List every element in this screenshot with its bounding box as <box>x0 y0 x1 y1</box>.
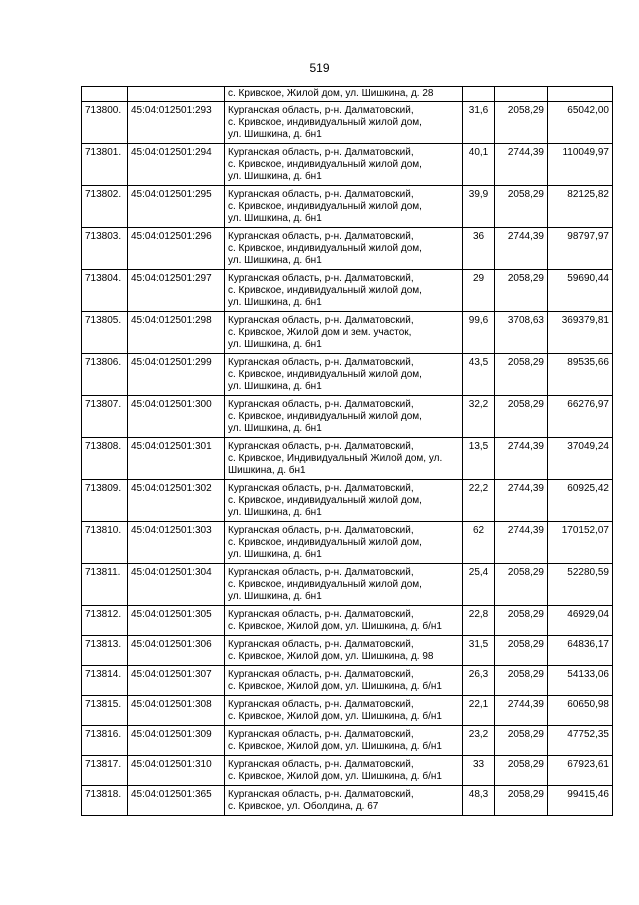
address-line: Курганская область, р-н. Далматовский, <box>228 441 414 452</box>
cadastral-value: 60650,98 <box>548 696 613 726</box>
address-line: Курганская область, р-н. Далматовский, <box>228 315 414 326</box>
area-value: 25,4 <box>463 564 495 606</box>
address-line: Курганская область, р-н. Далматовский, <box>228 525 414 536</box>
cadastral-number: 45:04:012501:304 <box>128 564 225 606</box>
area-value: 99,6 <box>463 312 495 354</box>
table-row <box>82 354 613 396</box>
address-cell <box>225 312 463 354</box>
rate-value: 2058,29 <box>495 564 548 606</box>
cadastral-value: 89535,66 <box>548 354 613 396</box>
address-line: с. Кривское, индивидуальный жилой дом, <box>228 369 422 380</box>
rate-value: 2744,39 <box>495 438 548 480</box>
cadastral-number: 45:04:012501:305 <box>128 606 225 636</box>
cadastral-number: 45:04:012501:365 <box>128 786 225 816</box>
address-cell <box>225 666 463 696</box>
address-cell <box>225 438 463 480</box>
record-number: 713816. <box>82 726 128 756</box>
table-row <box>82 312 613 354</box>
address-line: Курганская область, р-н. Далматовский, <box>228 669 414 680</box>
area-value: 31,6 <box>463 102 495 144</box>
address-line: Курганская область, р-н. Далматовский, <box>228 789 414 800</box>
address-cell <box>225 696 463 726</box>
cadastral-value: 369379,81 <box>548 312 613 354</box>
cadastral-value: 60925,42 <box>548 480 613 522</box>
rate-value: 3708,63 <box>495 312 548 354</box>
address-line: с. Кривское, Жилой дом, ул. Шишкина, д. б/н1 <box>228 681 442 692</box>
continuation-address-cell <box>225 87 463 102</box>
area-value: 13,5 <box>463 438 495 480</box>
address-line: Курганская область, р-н. Далматовский, <box>228 357 414 368</box>
address-line: с. Кривское, Жилой дом, ул. Шишкина, д. 98 <box>228 651 434 662</box>
rate-value: 2058,29 <box>495 606 548 636</box>
area-value: 31,5 <box>463 636 495 666</box>
address-line: ул. Шишкина, д. бн1 <box>228 423 322 434</box>
address-cell <box>225 270 463 312</box>
address-cell <box>225 564 463 606</box>
address-line: ул. Шишкина, д. бн1 <box>228 171 322 182</box>
address-line: ул. Шишкина, д. бн1 <box>228 297 322 308</box>
rate-value: 2058,29 <box>495 186 548 228</box>
rate-value: 2744,39 <box>495 228 548 270</box>
table-row <box>82 636 613 666</box>
address-line: с. Кривское, индивидуальный жилой дом, <box>228 159 422 170</box>
cadastral-value: 67923,61 <box>548 756 613 786</box>
cadastral-number: 45:04:012501:302 <box>128 480 225 522</box>
cadastral-value: 47752,35 <box>548 726 613 756</box>
address-cell <box>225 786 463 816</box>
table-row <box>82 756 613 786</box>
cadastral-number: 45:04:012501:310 <box>128 756 225 786</box>
cadastral-number: 45:04:012501:298 <box>128 312 225 354</box>
cadastral-value: 37049,24 <box>548 438 613 480</box>
continuation-area-cell <box>463 87 495 102</box>
address-line: Курганская область, р-н. Далматовский, <box>228 147 414 158</box>
cadastral-number: 45:04:012501:300 <box>128 396 225 438</box>
table-row <box>82 396 613 438</box>
rate-value: 2058,29 <box>495 354 548 396</box>
rate-value: 2058,29 <box>495 786 548 816</box>
address-line: с. Кривское, ул. Оболдина, д. 67 <box>228 801 379 812</box>
cadastral-number: 45:04:012501:307 <box>128 666 225 696</box>
address-line: Курганская область, р-н. Далматовский, <box>228 231 414 242</box>
area-value: 43,5 <box>463 354 495 396</box>
address-line: ул. Шишкина, д. бн1 <box>228 381 322 392</box>
address-cell <box>225 636 463 666</box>
address-line: с. Кривское, Жилой дом, ул. Шишкина, д. б/н1 <box>228 741 442 752</box>
address-line: с. Кривское, индивидуальный жилой дом, <box>228 579 422 590</box>
cadastral-number: 45:04:012501:306 <box>128 636 225 666</box>
area-value: 39,9 <box>463 186 495 228</box>
address-line: Курганская область, р-н. Далматовский, <box>228 729 414 740</box>
continuation-num-cell <box>82 87 128 102</box>
cadastral-value: 170152,07 <box>548 522 613 564</box>
address-line: с. Кривское, индивидуальный жилой дом, <box>228 201 422 212</box>
table-row <box>82 102 613 144</box>
address-line: с. Кривское, индивидуальный жилой дом, <box>228 243 422 254</box>
area-value: 26,3 <box>463 666 495 696</box>
cadastral-number: 45:04:012501:296 <box>128 228 225 270</box>
address-cell <box>225 354 463 396</box>
record-number: 713805. <box>82 312 128 354</box>
cadastral-value: 59690,44 <box>548 270 613 312</box>
address-line: с. Кривское, индивидуальный жилой дом, <box>228 285 422 296</box>
address-line: с. Кривское, Жилой дом и зем. участок, <box>228 327 412 338</box>
address-line: ул. Шишкина, д. бн1 <box>228 591 322 602</box>
address-cell <box>225 756 463 786</box>
address-cell <box>225 480 463 522</box>
cadastral-number: 45:04:012501:301 <box>128 438 225 480</box>
address-line: с. Кривское, Жилой дом, ул. Шишкина, д. 28 <box>228 88 434 99</box>
registry-table <box>81 86 613 816</box>
rate-value: 2058,29 <box>495 756 548 786</box>
cadastral-number: 45:04:012501:297 <box>128 270 225 312</box>
address-line: Курганская область, р-н. Далматовский, <box>228 759 414 770</box>
cadastral-value: 99415,46 <box>548 786 613 816</box>
page-number: 519 <box>309 61 330 75</box>
registry-body <box>82 87 613 816</box>
address-line: ул. Шишкина, д. бн1 <box>228 549 322 560</box>
rate-value: 2058,29 <box>495 726 548 756</box>
record-number: 713804. <box>82 270 128 312</box>
area-value: 33 <box>463 756 495 786</box>
cadastral-value: 64836,17 <box>548 636 613 666</box>
record-number: 713814. <box>82 666 128 696</box>
record-number: 713803. <box>82 228 128 270</box>
table-row <box>82 696 613 726</box>
cadastral-value: 46929,04 <box>548 606 613 636</box>
address-line: Курганская область, р-н. Далматовский, <box>228 273 414 284</box>
rate-value: 2058,29 <box>495 102 548 144</box>
cadastral-number: 45:04:012501:295 <box>128 186 225 228</box>
rate-value: 2744,39 <box>495 696 548 726</box>
table-row <box>82 726 613 756</box>
area-value: 40,1 <box>463 144 495 186</box>
rate-value: 2058,29 <box>495 270 548 312</box>
record-number: 713811. <box>82 564 128 606</box>
cadastral-value: 66276,97 <box>548 396 613 438</box>
continuation-row <box>82 87 613 102</box>
table-row <box>82 186 613 228</box>
area-value: 32,2 <box>463 396 495 438</box>
address-line: Шишкина, д. бн1 <box>228 465 306 476</box>
address-line: Курганская область, р-н. Далматовский, <box>228 699 414 710</box>
area-value: 29 <box>463 270 495 312</box>
area-value: 62 <box>463 522 495 564</box>
continuation-cad-cell <box>128 87 225 102</box>
record-number: 713801. <box>82 144 128 186</box>
rate-value: 2058,29 <box>495 636 548 666</box>
cadastral-value: 110049,97 <box>548 144 613 186</box>
address-line: Курганская область, р-н. Далматовский, <box>228 483 414 494</box>
record-number: 713812. <box>82 606 128 636</box>
table-row <box>82 522 613 564</box>
address-line: Курганская область, р-н. Далматовский, <box>228 609 414 620</box>
table-row <box>82 438 613 480</box>
address-line: ул. Шишкина, д. бн1 <box>228 213 322 224</box>
address-cell <box>225 396 463 438</box>
table-row <box>82 144 613 186</box>
rate-value: 2744,39 <box>495 144 548 186</box>
address-cell <box>225 522 463 564</box>
record-number: 713810. <box>82 522 128 564</box>
continuation-rate-cell <box>495 87 548 102</box>
record-number: 713813. <box>82 636 128 666</box>
address-cell <box>225 228 463 270</box>
address-line: ул. Шишкина, д. бн1 <box>228 129 322 140</box>
table-row <box>82 666 613 696</box>
address-cell <box>225 144 463 186</box>
record-number: 713800. <box>82 102 128 144</box>
record-number: 713806. <box>82 354 128 396</box>
cadastral-number: 45:04:012501:308 <box>128 696 225 726</box>
cadastral-number: 45:04:012501:309 <box>128 726 225 756</box>
address-line: с. Кривское, Жилой дом, ул. Шишкина, д. б/н1 <box>228 771 442 782</box>
area-value: 22,2 <box>463 480 495 522</box>
cadastral-value: 82125,82 <box>548 186 613 228</box>
address-cell <box>225 606 463 636</box>
record-number: 713802. <box>82 186 128 228</box>
address-line: с. Кривское, индивидуальный жилой дом, <box>228 495 422 506</box>
record-number: 713815. <box>82 696 128 726</box>
rate-value: 2058,29 <box>495 396 548 438</box>
rate-value: 2744,39 <box>495 522 548 564</box>
cadastral-number: 45:04:012501:303 <box>128 522 225 564</box>
cadastral-value: 98797,97 <box>548 228 613 270</box>
record-number: 713809. <box>82 480 128 522</box>
cadastral-number: 45:04:012501:294 <box>128 144 225 186</box>
address-cell <box>225 726 463 756</box>
address-line: с. Кривское, Жилой дом, ул. Шишкина, д. б/н1 <box>228 711 442 722</box>
table-row <box>82 480 613 522</box>
address-line: с. Кривское, индивидуальный жилой дом, <box>228 117 422 128</box>
address-line: с. Кривское, индивидуальный жилой дом, <box>228 411 422 422</box>
rate-value: 2058,29 <box>495 666 548 696</box>
rate-value: 2744,39 <box>495 480 548 522</box>
area-value: 36 <box>463 228 495 270</box>
cadastral-value: 65042,00 <box>548 102 613 144</box>
table-row <box>82 270 613 312</box>
address-line: ул. Шишкина, д. бн1 <box>228 339 322 350</box>
address-line: Курганская область, р-н. Далматовский, <box>228 105 414 116</box>
record-number: 713808. <box>82 438 128 480</box>
cadastral-value: 52280,59 <box>548 564 613 606</box>
address-line: с. Кривское, Жилой дом, ул. Шишкина, д. б/н1 <box>228 621 442 632</box>
area-value: 22,1 <box>463 696 495 726</box>
address-line: Курганская область, р-н. Далматовский, <box>228 399 414 410</box>
address-line: Курганская область, р-н. Далматовский, <box>228 639 414 650</box>
table-row <box>82 786 613 816</box>
address-line: ул. Шишкина, д. бн1 <box>228 507 322 518</box>
area-value: 48,3 <box>463 786 495 816</box>
cadastral-value: 54133,06 <box>548 666 613 696</box>
table-row <box>82 564 613 606</box>
address-line: с. Кривское, Индивидуальный Жилой дом, ул. <box>228 453 443 464</box>
record-number: 713817. <box>82 756 128 786</box>
record-number: 713807. <box>82 396 128 438</box>
area-value: 23,2 <box>463 726 495 756</box>
address-line: с. Кривское, индивидуальный жилой дом, <box>228 537 422 548</box>
address-line: Курганская область, р-н. Далматовский, <box>228 189 414 200</box>
cadastral-number: 45:04:012501:299 <box>128 354 225 396</box>
continuation-value-cell <box>548 87 613 102</box>
area-value: 22,8 <box>463 606 495 636</box>
address-line: Курганская область, р-н. Далматовский, <box>228 567 414 578</box>
cadastral-number: 45:04:012501:293 <box>128 102 225 144</box>
table-row <box>82 228 613 270</box>
table-row <box>82 606 613 636</box>
address-cell <box>225 102 463 144</box>
address-cell <box>225 186 463 228</box>
address-line: ул. Шишкина, д. бн1 <box>228 255 322 266</box>
record-number: 713818. <box>82 786 128 816</box>
